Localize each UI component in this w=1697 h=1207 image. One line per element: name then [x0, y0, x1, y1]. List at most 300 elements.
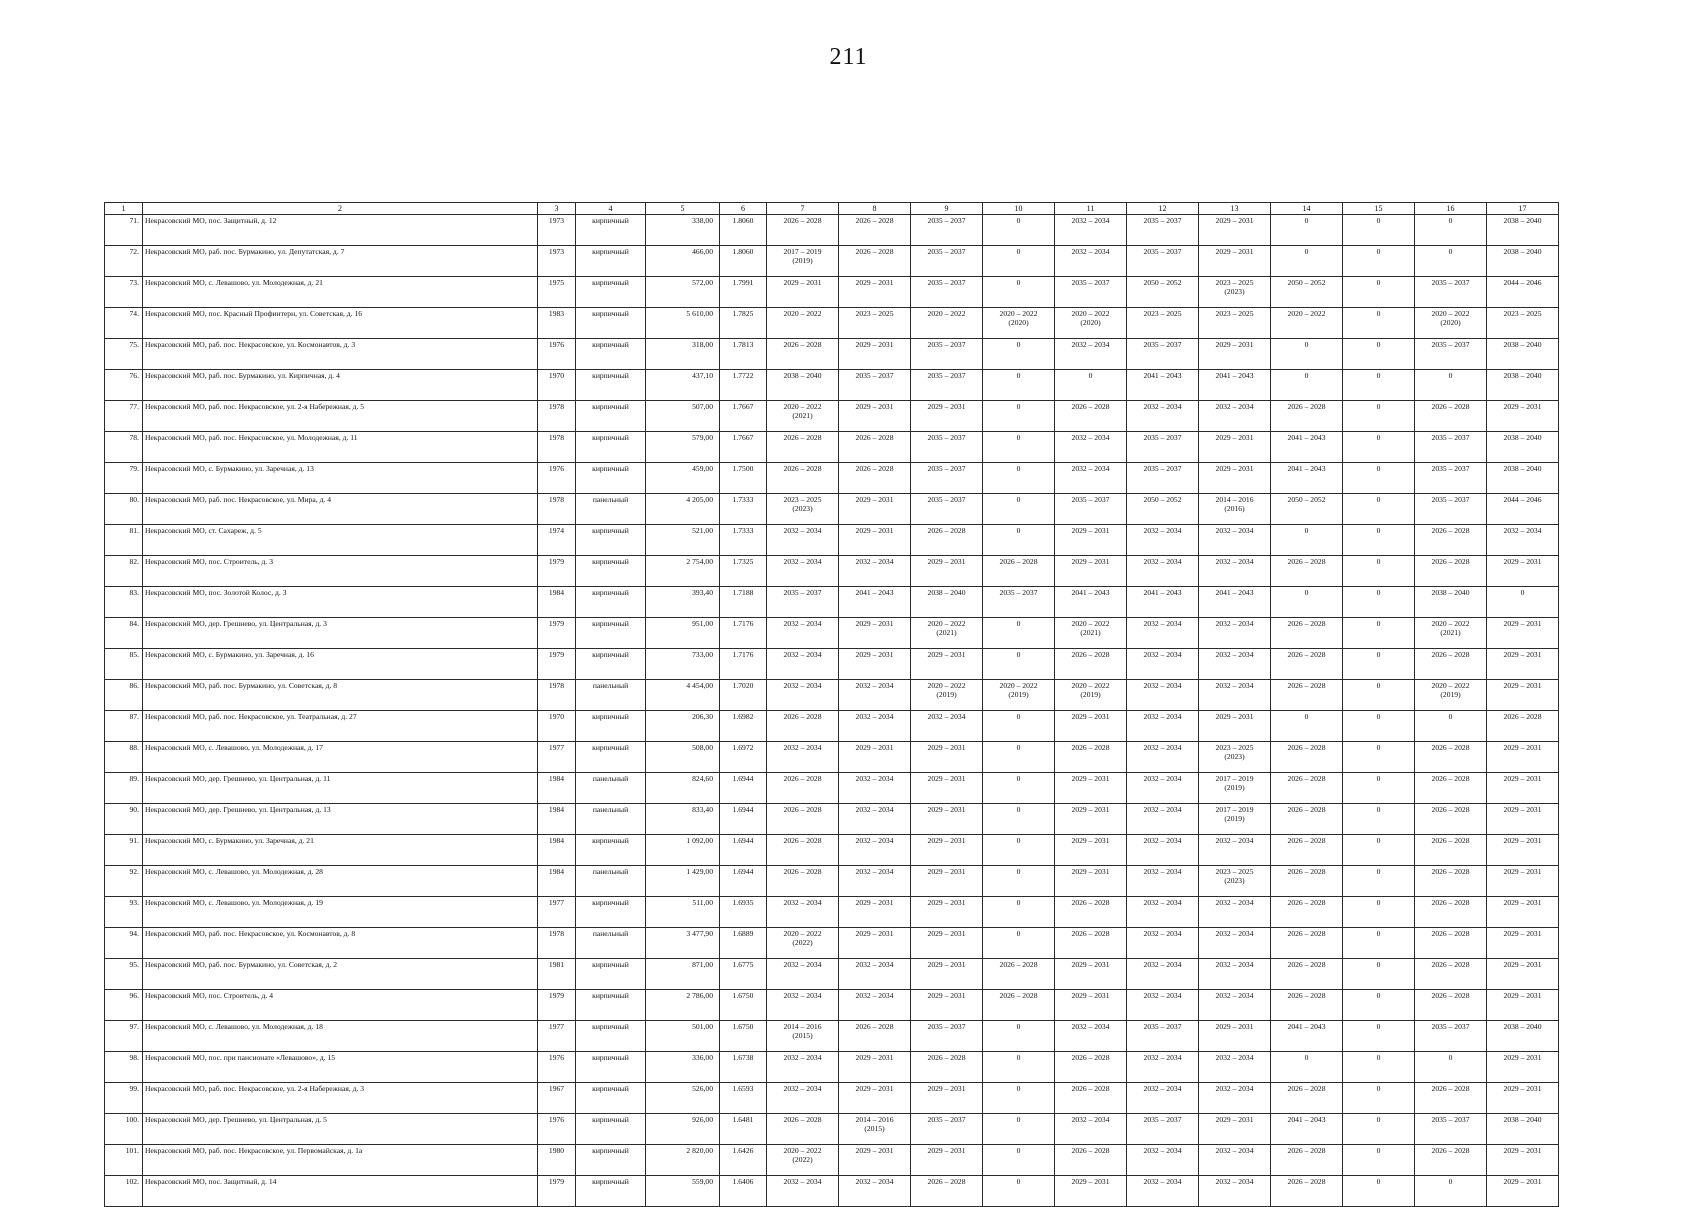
area-cell: 1 429,00 [646, 866, 720, 897]
period-cell: 2044 – 2046 [1487, 277, 1559, 308]
period-cell: 2032 – 2034 [839, 680, 911, 711]
column-number-header: 4 [576, 203, 646, 215]
address-cell: Некрасовский МО, дер. Грешнево, ул. Центральная, д. 11 [143, 773, 538, 804]
period-cell: 0 [1343, 339, 1415, 370]
address-cell: Некрасовский МО, раб. пос. Некрасовское, ул. 2-я Набережная, д. 3 [143, 1083, 538, 1114]
period-cell: 2029 – 2031 [1055, 990, 1127, 1021]
period-cell: 2029 – 2031 [1199, 711, 1271, 742]
period-cell: 2035 – 2037 [1127, 339, 1199, 370]
index-cell: 1.6944 [720, 773, 767, 804]
address-cell: Некрасовский МО, раб. пос. Бурмакино, ул. Депутатская, д. 7 [143, 246, 538, 277]
period-cell: 2026 – 2028 [1415, 959, 1487, 990]
period-cell: 2026 – 2028 [767, 1114, 839, 1145]
table-row [105, 742, 1559, 773]
area-cell: 733,00 [646, 649, 720, 680]
index-cell: 1.7176 [720, 649, 767, 680]
period-cell: 2032 – 2034 [839, 556, 911, 587]
address-cell: Некрасовский МО, дер. Грешнево, ул. Центральная, д. 5 [143, 1114, 538, 1145]
period-cell: 0 [983, 246, 1055, 277]
period-cell: 2029 – 2031 [1055, 804, 1127, 835]
period-cell: 2029 – 2031 [911, 1145, 983, 1176]
period-cell: 0 [983, 1021, 1055, 1052]
column-number-header: 1 [105, 203, 143, 215]
period-cell: 2032 – 2034 [767, 556, 839, 587]
period-cell: 0 [1343, 835, 1415, 866]
table-row [105, 277, 1559, 308]
row-number-cell: 78. [105, 432, 143, 463]
period-cell: 2023 – 2025 [1127, 308, 1199, 339]
period-cell: 0 [1343, 1021, 1415, 1052]
row-number-cell: 101. [105, 1145, 143, 1176]
period-cell: 2050 – 2052 [1271, 494, 1343, 525]
index-cell: 1.6406 [720, 1176, 767, 1207]
period-cell: 2029 – 2031 [911, 649, 983, 680]
period-cell: 2032 – 2034 [767, 897, 839, 928]
wall-material-cell: кирпичный [576, 246, 646, 277]
period-cell: 2032 – 2034 [1127, 835, 1199, 866]
area-cell: 559,00 [646, 1176, 720, 1207]
period-cell: 2032 – 2034 [1127, 649, 1199, 680]
area-cell: 2 754,00 [646, 556, 720, 587]
period-cell: 2029 – 2031 [1487, 804, 1559, 835]
table-row [105, 680, 1559, 711]
period-cell: 2026 – 2028 [911, 525, 983, 556]
period-cell: 2032 – 2034 [1127, 990, 1199, 1021]
period-cell: 2032 – 2034 [1055, 463, 1127, 494]
period-cell: 0 [1487, 587, 1559, 618]
period-cell: 2017 – 2019 (2019) [1199, 804, 1271, 835]
index-cell: 1.6944 [720, 835, 767, 866]
period-cell: 2035 – 2037 [1127, 1021, 1199, 1052]
wall-material-cell: кирпичный [576, 649, 646, 680]
address-cell: Некрасовский МО, пос. Строитель, д. 4 [143, 990, 538, 1021]
table-row [105, 246, 1559, 277]
period-cell: 2050 – 2052 [1271, 277, 1343, 308]
wall-material-cell: панельный [576, 928, 646, 959]
period-cell: 0 [1343, 246, 1415, 277]
period-cell: 2029 – 2031 [1487, 866, 1559, 897]
period-cell: 2026 – 2028 [1271, 1083, 1343, 1114]
period-cell: 2032 – 2034 [839, 1176, 911, 1207]
period-cell: 0 [1343, 556, 1415, 587]
area-cell: 926,00 [646, 1114, 720, 1145]
period-cell: 2026 – 2028 [1055, 1083, 1127, 1114]
period-cell: 2041 – 2043 [1127, 587, 1199, 618]
period-cell: 2029 – 2031 [1199, 339, 1271, 370]
row-number-cell: 84. [105, 618, 143, 649]
period-cell: 2032 – 2034 [1127, 618, 1199, 649]
period-cell: 2026 – 2028 [1271, 773, 1343, 804]
period-cell: 2032 – 2034 [767, 525, 839, 556]
period-cell: 2038 – 2040 [1487, 463, 1559, 494]
period-cell: 0 [983, 1083, 1055, 1114]
period-cell: 2041 – 2043 [1271, 1021, 1343, 1052]
column-number-header: 17 [1487, 203, 1559, 215]
index-cell: 1.7333 [720, 525, 767, 556]
period-cell: 2032 – 2034 [767, 1083, 839, 1114]
period-cell: 2029 – 2031 [1055, 773, 1127, 804]
period-cell: 2029 – 2031 [839, 494, 911, 525]
period-cell: 0 [983, 928, 1055, 959]
period-cell: 2032 – 2034 [839, 959, 911, 990]
period-cell: 2020 – 2022 [911, 308, 983, 339]
year-cell: 1978 [538, 401, 576, 432]
period-cell: 2026 – 2028 [1271, 1145, 1343, 1176]
period-cell: 2038 – 2040 [1487, 215, 1559, 246]
table-row [105, 587, 1559, 618]
address-cell: Некрасовский МО, раб. пос. Некрасовское, ул. Первомайская, д. 1а [143, 1145, 538, 1176]
year-cell: 1984 [538, 866, 576, 897]
row-number-cell: 100. [105, 1114, 143, 1145]
period-cell: 2032 – 2034 [1199, 525, 1271, 556]
period-cell: 2026 – 2028 [1271, 959, 1343, 990]
index-cell: 1.7325 [720, 556, 767, 587]
period-cell: 2026 – 2028 [1271, 866, 1343, 897]
table-row [105, 804, 1559, 835]
period-cell: 0 [1271, 525, 1343, 556]
wall-material-cell: кирпичный [576, 1021, 646, 1052]
index-cell: 1.6750 [720, 1021, 767, 1052]
period-cell: 2023 – 2025 (2023) [1199, 866, 1271, 897]
row-number-cell: 76. [105, 370, 143, 401]
index-cell: 1.7991 [720, 277, 767, 308]
row-number-cell: 75. [105, 339, 143, 370]
year-cell: 1978 [538, 680, 576, 711]
period-cell: 2029 – 2031 [839, 1052, 911, 1083]
period-cell: 2038 – 2040 [1487, 432, 1559, 463]
period-cell: 0 [1343, 618, 1415, 649]
index-cell: 1.7825 [720, 308, 767, 339]
index-cell: 1.6426 [720, 1145, 767, 1176]
period-cell: 2032 – 2034 [767, 959, 839, 990]
period-cell: 2026 – 2028 [983, 990, 1055, 1021]
period-cell: 2032 – 2034 [1127, 680, 1199, 711]
period-cell: 2032 – 2034 [1199, 1145, 1271, 1176]
period-cell: 2020 – 2022 (2020) [983, 308, 1055, 339]
row-number-cell: 96. [105, 990, 143, 1021]
period-cell: 0 [983, 463, 1055, 494]
year-cell: 1977 [538, 1021, 576, 1052]
period-cell: 0 [983, 401, 1055, 432]
period-cell: 2026 – 2028 [767, 835, 839, 866]
period-cell: 2029 – 2031 [839, 339, 911, 370]
period-cell: 2032 – 2034 [1199, 680, 1271, 711]
period-cell: 2026 – 2028 [1415, 835, 1487, 866]
period-cell: 0 [1343, 711, 1415, 742]
wall-material-cell: панельный [576, 866, 646, 897]
period-cell: 2029 – 2031 [839, 1083, 911, 1114]
period-cell: 2029 – 2031 [1487, 1083, 1559, 1114]
period-cell: 2026 – 2028 [1415, 742, 1487, 773]
period-cell: 2029 – 2031 [1055, 866, 1127, 897]
period-cell: 2038 – 2040 [1487, 1114, 1559, 1145]
period-cell: 2026 – 2028 [1271, 618, 1343, 649]
period-cell: 2029 – 2031 [839, 649, 911, 680]
index-cell: 1.6750 [720, 990, 767, 1021]
period-cell: 0 [1343, 928, 1415, 959]
year-cell: 1970 [538, 370, 576, 401]
period-cell: 2032 – 2034 [839, 804, 911, 835]
year-cell: 1979 [538, 556, 576, 587]
period-cell: 2029 – 2031 [1055, 1176, 1127, 1207]
address-cell: Некрасовский МО, дер. Грешнево, ул. Центральная, д. 13 [143, 804, 538, 835]
period-cell: 2032 – 2034 [767, 742, 839, 773]
period-cell: 2035 – 2037 [1415, 339, 1487, 370]
year-cell: 1970 [538, 711, 576, 742]
period-cell: 2029 – 2031 [911, 804, 983, 835]
year-cell: 1976 [538, 463, 576, 494]
area-cell: 1 092,00 [646, 835, 720, 866]
table-row [105, 1114, 1559, 1145]
table-row [105, 990, 1559, 1021]
table-row [105, 215, 1559, 246]
index-cell: 1.7667 [720, 401, 767, 432]
wall-material-cell: кирпичный [576, 370, 646, 401]
row-number-cell: 83. [105, 587, 143, 618]
year-cell: 1979 [538, 990, 576, 1021]
row-number-cell: 71. [105, 215, 143, 246]
area-cell: 526,00 [646, 1083, 720, 1114]
year-cell: 1984 [538, 773, 576, 804]
period-cell: 2035 – 2037 [1415, 1021, 1487, 1052]
index-cell: 1.7667 [720, 432, 767, 463]
address-cell: Некрасовский МО, с. Левашово, ул. Молодежная, д. 19 [143, 897, 538, 928]
period-cell: 2041 – 2043 [1199, 370, 1271, 401]
wall-material-cell: кирпичный [576, 277, 646, 308]
address-cell: Некрасовский МО, ст. Сахареж, д. 5 [143, 525, 538, 556]
period-cell: 0 [983, 1052, 1055, 1083]
period-cell: 2035 – 2037 [1127, 432, 1199, 463]
year-cell: 1979 [538, 1176, 576, 1207]
period-cell: 2035 – 2037 [911, 370, 983, 401]
wall-material-cell: кирпичный [576, 1083, 646, 1114]
row-number-cell: 93. [105, 897, 143, 928]
column-number-header: 13 [1199, 203, 1271, 215]
period-cell: 2029 – 2031 [1487, 928, 1559, 959]
period-cell: 2035 – 2037 [1055, 277, 1127, 308]
period-cell: 2032 – 2034 [1127, 928, 1199, 959]
period-cell: 2026 – 2028 [767, 339, 839, 370]
year-cell: 1976 [538, 339, 576, 370]
area-cell: 4 205,00 [646, 494, 720, 525]
area-cell: 336,00 [646, 1052, 720, 1083]
period-cell: 2023 – 2025 (2023) [1199, 742, 1271, 773]
year-cell: 1984 [538, 587, 576, 618]
period-cell: 2029 – 2031 [839, 277, 911, 308]
area-cell: 871,00 [646, 959, 720, 990]
period-cell: 2032 – 2034 [1199, 618, 1271, 649]
wall-material-cell: панельный [576, 773, 646, 804]
period-cell: 2026 – 2028 [911, 1176, 983, 1207]
period-cell: 0 [1343, 1176, 1415, 1207]
period-cell: 0 [983, 742, 1055, 773]
period-cell: 2032 – 2034 [839, 866, 911, 897]
period-cell: 2032 – 2034 [1487, 525, 1559, 556]
period-cell: 2038 – 2040 [767, 370, 839, 401]
table-row [105, 618, 1559, 649]
period-cell: 2026 – 2028 [1487, 711, 1559, 742]
address-cell: Некрасовский МО, раб. пос. Некрасовское, ул. Космонавтов, д. 3 [143, 339, 538, 370]
period-cell: 0 [1271, 587, 1343, 618]
period-cell: 2026 – 2028 [767, 463, 839, 494]
period-cell: 0 [983, 1145, 1055, 1176]
period-cell: 2026 – 2028 [1415, 804, 1487, 835]
period-cell: 2032 – 2034 [1127, 525, 1199, 556]
period-cell: 0 [1271, 1052, 1343, 1083]
period-cell: 2050 – 2052 [1127, 494, 1199, 525]
period-cell: 2038 – 2040 [1415, 587, 1487, 618]
period-cell: 2035 – 2037 [911, 1021, 983, 1052]
period-cell: 2038 – 2040 [1487, 1021, 1559, 1052]
address-cell: Некрасовский МО, пос. Защитный, д. 12 [143, 215, 538, 246]
period-cell: 2014 – 2016 (2016) [1199, 494, 1271, 525]
period-cell: 2026 – 2028 [1055, 1145, 1127, 1176]
year-cell: 1973 [538, 215, 576, 246]
index-cell: 1.6481 [720, 1114, 767, 1145]
period-cell: 2032 – 2034 [1199, 959, 1271, 990]
wall-material-cell: кирпичный [576, 990, 646, 1021]
period-cell: 0 [1343, 308, 1415, 339]
period-cell: 2020 – 2022 (2021) [767, 401, 839, 432]
period-cell: 2029 – 2031 [839, 1145, 911, 1176]
period-cell: 2029 – 2031 [1487, 897, 1559, 928]
period-cell: 2014 – 2016 (2015) [839, 1114, 911, 1145]
wall-material-cell: кирпичный [576, 742, 646, 773]
period-cell: 2035 – 2037 [911, 463, 983, 494]
year-cell: 1978 [538, 928, 576, 959]
year-cell: 1978 [538, 494, 576, 525]
period-cell: 2026 – 2028 [1055, 401, 1127, 432]
wall-material-cell: кирпичный [576, 959, 646, 990]
column-number-header: 14 [1271, 203, 1343, 215]
area-cell: 507,00 [646, 401, 720, 432]
period-cell: 2029 – 2031 [1199, 1021, 1271, 1052]
wall-material-cell: кирпичный [576, 525, 646, 556]
period-cell: 2026 – 2028 [1271, 742, 1343, 773]
year-cell: 1981 [538, 959, 576, 990]
period-cell: 2032 – 2034 [1055, 1114, 1127, 1145]
period-cell: 2032 – 2034 [1199, 401, 1271, 432]
area-cell: 521,00 [646, 525, 720, 556]
period-cell: 2032 – 2034 [1127, 401, 1199, 432]
period-cell: 2032 – 2034 [1127, 556, 1199, 587]
period-cell: 2029 – 2031 [911, 990, 983, 1021]
period-cell: 2029 – 2031 [1487, 680, 1559, 711]
address-cell: Некрасовский МО, с. Левашово, ул. Молодежная, д. 17 [143, 742, 538, 773]
table-body [105, 215, 1559, 1207]
period-cell: 2026 – 2028 [839, 246, 911, 277]
period-cell: 2032 – 2034 [1055, 432, 1127, 463]
year-cell: 1976 [538, 1114, 576, 1145]
period-cell: 2026 – 2028 [1415, 401, 1487, 432]
address-cell: Некрасовский МО, раб. пос. Некрасовское, ул. Мира, д. 4 [143, 494, 538, 525]
period-cell: 0 [983, 525, 1055, 556]
period-cell: 0 [1343, 897, 1415, 928]
period-cell: 2026 – 2028 [1055, 649, 1127, 680]
period-cell: 2035 – 2037 [911, 215, 983, 246]
period-cell: 2026 – 2028 [1271, 556, 1343, 587]
period-cell: 0 [1271, 711, 1343, 742]
wall-material-cell: кирпичный [576, 1176, 646, 1207]
period-cell: 2035 – 2037 [1415, 463, 1487, 494]
period-cell: 2026 – 2028 [839, 432, 911, 463]
period-cell: 2041 – 2043 [1271, 1114, 1343, 1145]
period-cell: 2038 – 2040 [911, 587, 983, 618]
row-number-cell: 94. [105, 928, 143, 959]
period-cell: 0 [1343, 215, 1415, 246]
period-cell: 0 [1271, 246, 1343, 277]
row-number-cell: 87. [105, 711, 143, 742]
period-cell: 2029 – 2031 [1487, 835, 1559, 866]
period-cell: 2029 – 2031 [1055, 835, 1127, 866]
period-cell: 2035 – 2037 [911, 339, 983, 370]
wall-material-cell: панельный [576, 804, 646, 835]
period-cell: 2050 – 2052 [1127, 277, 1199, 308]
table-row [105, 649, 1559, 680]
period-cell: 2041 – 2043 [1271, 463, 1343, 494]
period-cell: 2029 – 2031 [1487, 649, 1559, 680]
period-cell: 2032 – 2034 [1199, 990, 1271, 1021]
period-cell: 2029 – 2031 [1487, 773, 1559, 804]
period-cell: 2029 – 2031 [1487, 959, 1559, 990]
row-number-cell: 91. [105, 835, 143, 866]
address-cell: Некрасовский МО, раб. пос. Некрасовское, ул. Театральная, д. 27 [143, 711, 538, 742]
period-cell: 0 [1343, 804, 1415, 835]
row-number-cell: 77. [105, 401, 143, 432]
period-cell: 2026 – 2028 [1055, 1052, 1127, 1083]
period-cell: 0 [983, 773, 1055, 804]
period-cell: 0 [983, 277, 1055, 308]
period-cell: 2029 – 2031 [839, 401, 911, 432]
area-cell: 393,40 [646, 587, 720, 618]
period-cell: 2032 – 2034 [1127, 711, 1199, 742]
index-cell: 1.7188 [720, 587, 767, 618]
period-cell: 0 [1271, 215, 1343, 246]
period-cell: 2020 – 2022 (2020) [1415, 308, 1487, 339]
column-number-header: 11 [1055, 203, 1127, 215]
period-cell: 2020 – 2022 (2020) [1055, 308, 1127, 339]
area-cell: 206,30 [646, 711, 720, 742]
period-cell: 2026 – 2028 [1271, 897, 1343, 928]
period-cell: 0 [1343, 432, 1415, 463]
address-cell: Некрасовский МО, раб. пос. Бурмакино, ул. Кирпичная, д. 4 [143, 370, 538, 401]
year-cell: 1975 [538, 277, 576, 308]
period-cell: 0 [1343, 401, 1415, 432]
period-cell: 2026 – 2028 [767, 866, 839, 897]
wall-material-cell: кирпичный [576, 432, 646, 463]
period-cell: 0 [1343, 649, 1415, 680]
period-cell: 2032 – 2034 [1127, 804, 1199, 835]
period-cell: 2032 – 2034 [1199, 1176, 1271, 1207]
address-cell: Некрасовский МО, с. Бурмакино, ул. Заречная, д. 13 [143, 463, 538, 494]
year-cell: 1984 [538, 804, 576, 835]
area-cell: 437,10 [646, 370, 720, 401]
wall-material-cell: кирпичный [576, 618, 646, 649]
year-cell: 1967 [538, 1083, 576, 1114]
address-cell: Некрасовский МО, раб. пос. Некрасовское, ул. Молодежная, д. 11 [143, 432, 538, 463]
column-number-header: 6 [720, 203, 767, 215]
year-cell: 1973 [538, 246, 576, 277]
period-cell: 2029 – 2031 [1487, 742, 1559, 773]
period-cell: 2032 – 2034 [1127, 1083, 1199, 1114]
year-cell: 1980 [538, 1145, 576, 1176]
row-number-cell: 92. [105, 866, 143, 897]
period-cell: 0 [1343, 1145, 1415, 1176]
year-cell: 1978 [538, 432, 576, 463]
table-row [105, 556, 1559, 587]
index-cell: 1.7500 [720, 463, 767, 494]
area-cell: 508,00 [646, 742, 720, 773]
